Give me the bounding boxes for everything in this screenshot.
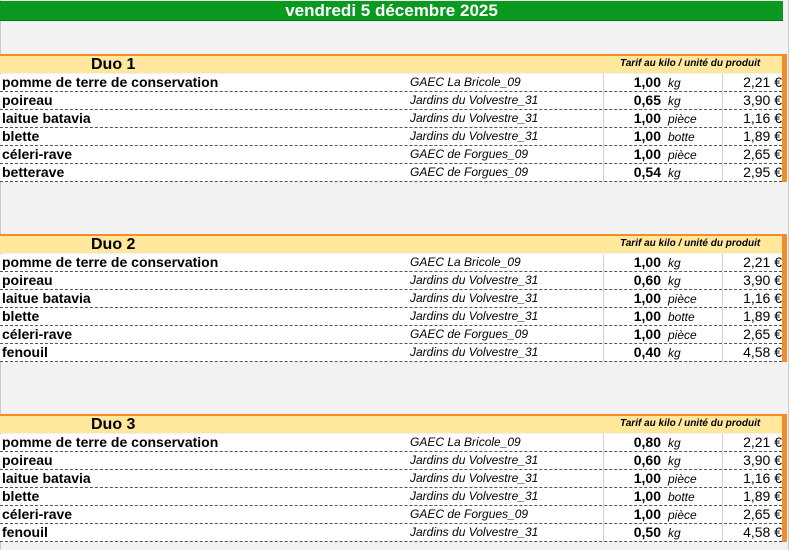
duo-title: Duo 2 — [91, 236, 136, 253]
block-border-right — [782, 234, 787, 362]
product-name: pomme de terre de conservation — [2, 434, 219, 450]
product-name: céleri-rave — [2, 506, 73, 522]
duo-header — [0, 234, 782, 253]
product-name: blette — [2, 308, 40, 324]
cell-divider — [603, 326, 604, 343]
product-name: laitue batavia — [2, 110, 91, 126]
unit-label: kg — [668, 454, 681, 468]
unit-label: pièce — [668, 148, 697, 162]
product-row — [0, 524, 782, 542]
product-name: betterave — [2, 164, 65, 180]
product-row — [0, 272, 782, 290]
producer-name: Jardins du Volvestre_31 — [410, 111, 539, 125]
quantity: 0,54 — [633, 164, 661, 180]
unit-price: 1,16 € — [743, 110, 782, 126]
unit-label: kg — [668, 274, 681, 288]
tarif-label: Tarif au kilo / unité du produit — [620, 238, 761, 249]
unit-price: 1,89 € — [743, 308, 782, 324]
unit-price: 3,90 € — [743, 92, 782, 108]
quantity: 0,60 — [633, 272, 661, 288]
producer-name: GAEC La Bricole_09 — [410, 75, 521, 89]
unit-price: 1,16 € — [743, 290, 782, 306]
unit-label: kg — [668, 346, 681, 360]
producer-name: GAEC de Forgues_09 — [410, 165, 529, 179]
cell-divider — [603, 506, 604, 523]
unit-label: pièce — [668, 508, 697, 522]
cell-divider — [603, 344, 604, 361]
producer-name: Jardins du Volvestre_31 — [410, 291, 539, 305]
cell-divider — [722, 110, 723, 127]
unit-price: 2,95 € — [743, 164, 782, 180]
producer-name: GAEC de Forgues_09 — [410, 327, 529, 341]
product-name: céleri-rave — [2, 326, 73, 342]
unit-label: botte — [668, 130, 695, 144]
cell-divider — [722, 326, 723, 343]
quantity: 1,00 — [633, 470, 661, 486]
unit-label: pièce — [668, 292, 697, 306]
quantity: 1,00 — [633, 128, 661, 144]
product-row — [0, 128, 782, 146]
block-border-right — [782, 54, 787, 182]
product-name: fenouil — [2, 344, 48, 360]
unit-price: 3,90 € — [743, 452, 782, 468]
cell-divider — [722, 92, 723, 109]
product-row — [0, 452, 782, 470]
producer-name: Jardins du Volvestre_31 — [410, 489, 539, 503]
cell-divider — [603, 308, 604, 325]
producer-name: GAEC La Bricole_09 — [410, 255, 521, 269]
producer-name: GAEC de Forgues_09 — [410, 507, 529, 521]
unit-label: pièce — [668, 472, 697, 486]
producer-name: GAEC La Bricole_09 — [410, 435, 521, 449]
quantity: 0,65 — [633, 92, 661, 108]
unit-price: 2,21 € — [743, 254, 782, 270]
producer-name: GAEC de Forgues_09 — [410, 147, 529, 161]
cell-divider — [722, 506, 723, 523]
unit-label: kg — [668, 76, 681, 90]
cell-divider — [722, 128, 723, 145]
producer-name: Jardins du Volvestre_31 — [410, 129, 539, 143]
cell-divider — [603, 290, 604, 307]
cell-divider — [603, 92, 604, 109]
cell-divider — [722, 146, 723, 163]
cell-divider — [603, 272, 604, 289]
duo-header — [0, 414, 782, 433]
product-row — [0, 290, 782, 308]
unit-price: 2,65 € — [743, 506, 782, 522]
unit-label: kg — [668, 256, 681, 270]
cell-divider — [603, 452, 604, 469]
product-row — [0, 344, 782, 362]
product-name: poireau — [2, 272, 53, 288]
product-row — [0, 470, 782, 488]
cell-divider — [603, 524, 604, 541]
cell-divider — [603, 74, 604, 91]
cell-divider — [722, 470, 723, 487]
quantity: 0,80 — [633, 434, 661, 450]
quantity: 1,00 — [633, 488, 661, 504]
cell-divider — [603, 164, 604, 181]
quantity: 1,00 — [633, 146, 661, 162]
cell-divider — [722, 164, 723, 181]
block-border-right — [782, 414, 787, 542]
product-name: laitue batavia — [2, 470, 91, 486]
unit-label: kg — [668, 166, 681, 180]
unit-price: 1,16 € — [743, 470, 782, 486]
product-name: poireau — [2, 92, 53, 108]
cell-divider — [722, 308, 723, 325]
product-name: céleri-rave — [2, 146, 73, 162]
cell-divider — [722, 452, 723, 469]
product-row — [0, 110, 782, 128]
product-row — [0, 308, 782, 326]
unit-price: 2,65 € — [743, 146, 782, 162]
cell-divider — [722, 254, 723, 271]
cell-divider — [603, 128, 604, 145]
product-name: pomme de terre de conservation — [2, 74, 219, 90]
duo-header — [0, 54, 782, 73]
product-name: blette — [2, 488, 40, 504]
product-name: poireau — [2, 452, 53, 468]
producer-name: Jardins du Volvestre_31 — [410, 345, 539, 359]
quantity: 0,60 — [633, 452, 661, 468]
tarif-label: Tarif au kilo / unité du produit — [620, 418, 761, 429]
product-name: blette — [2, 128, 40, 144]
cell-divider — [722, 344, 723, 361]
cell-divider — [603, 488, 604, 505]
cell-divider — [603, 110, 604, 127]
product-name: pomme de terre de conservation — [2, 254, 219, 270]
cell-divider — [722, 290, 723, 307]
quantity: 1,00 — [633, 290, 661, 306]
unit-label: pièce — [668, 328, 697, 342]
unit-price: 2,21 € — [743, 74, 782, 90]
quantity: 1,00 — [633, 110, 661, 126]
quantity: 0,40 — [633, 344, 661, 360]
unit-price: 3,90 € — [743, 272, 782, 288]
cell-divider — [603, 146, 604, 163]
duo-title: Duo 3 — [91, 416, 136, 433]
cell-divider — [722, 488, 723, 505]
producer-name: Jardins du Volvestre_31 — [410, 93, 539, 107]
product-name: fenouil — [2, 524, 48, 540]
cell-divider — [722, 74, 723, 91]
quantity: 1,00 — [633, 308, 661, 324]
cell-divider — [722, 272, 723, 289]
unit-label: botte — [668, 490, 695, 504]
date-header: vendredi 5 décembre 2025 — [0, 1, 783, 21]
producer-name: Jardins du Volvestre_31 — [410, 525, 539, 539]
quantity: 1,00 — [633, 254, 661, 270]
product-row — [0, 164, 782, 182]
producer-name: Jardins du Volvestre_31 — [410, 273, 539, 287]
product-name: laitue batavia — [2, 290, 91, 306]
cell-divider — [722, 524, 723, 541]
product-row — [0, 146, 782, 164]
unit-price: 1,89 € — [743, 128, 782, 144]
cell-divider — [603, 434, 604, 451]
product-row — [0, 434, 782, 452]
quantity: 1,00 — [633, 506, 661, 522]
quantity: 0,50 — [633, 524, 661, 540]
duo-title: Duo 1 — [91, 56, 136, 73]
product-row — [0, 74, 782, 92]
quantity: 1,00 — [633, 326, 661, 342]
producer-name: Jardins du Volvestre_31 — [410, 453, 539, 467]
unit-label: kg — [668, 94, 681, 108]
product-row — [0, 254, 782, 272]
tarif-label: Tarif au kilo / unité du produit — [620, 58, 761, 69]
product-row — [0, 488, 782, 506]
unit-label: botte — [668, 310, 695, 324]
cell-divider — [603, 254, 604, 271]
product-row — [0, 506, 782, 524]
unit-price: 2,65 € — [743, 326, 782, 342]
unit-price: 4,58 € — [743, 524, 782, 540]
product-row — [0, 92, 782, 110]
unit-price: 4,58 € — [743, 344, 782, 360]
unit-price: 2,21 € — [743, 434, 782, 450]
unit-label: kg — [668, 436, 681, 450]
product-row — [0, 326, 782, 344]
unit-label: pièce — [668, 112, 697, 126]
cell-divider — [603, 470, 604, 487]
unit-price: 1,89 € — [743, 488, 782, 504]
unit-label: kg — [668, 526, 681, 540]
quantity: 1,00 — [633, 74, 661, 90]
producer-name: Jardins du Volvestre_31 — [410, 471, 539, 485]
producer-name: Jardins du Volvestre_31 — [410, 309, 539, 323]
cell-divider — [722, 434, 723, 451]
